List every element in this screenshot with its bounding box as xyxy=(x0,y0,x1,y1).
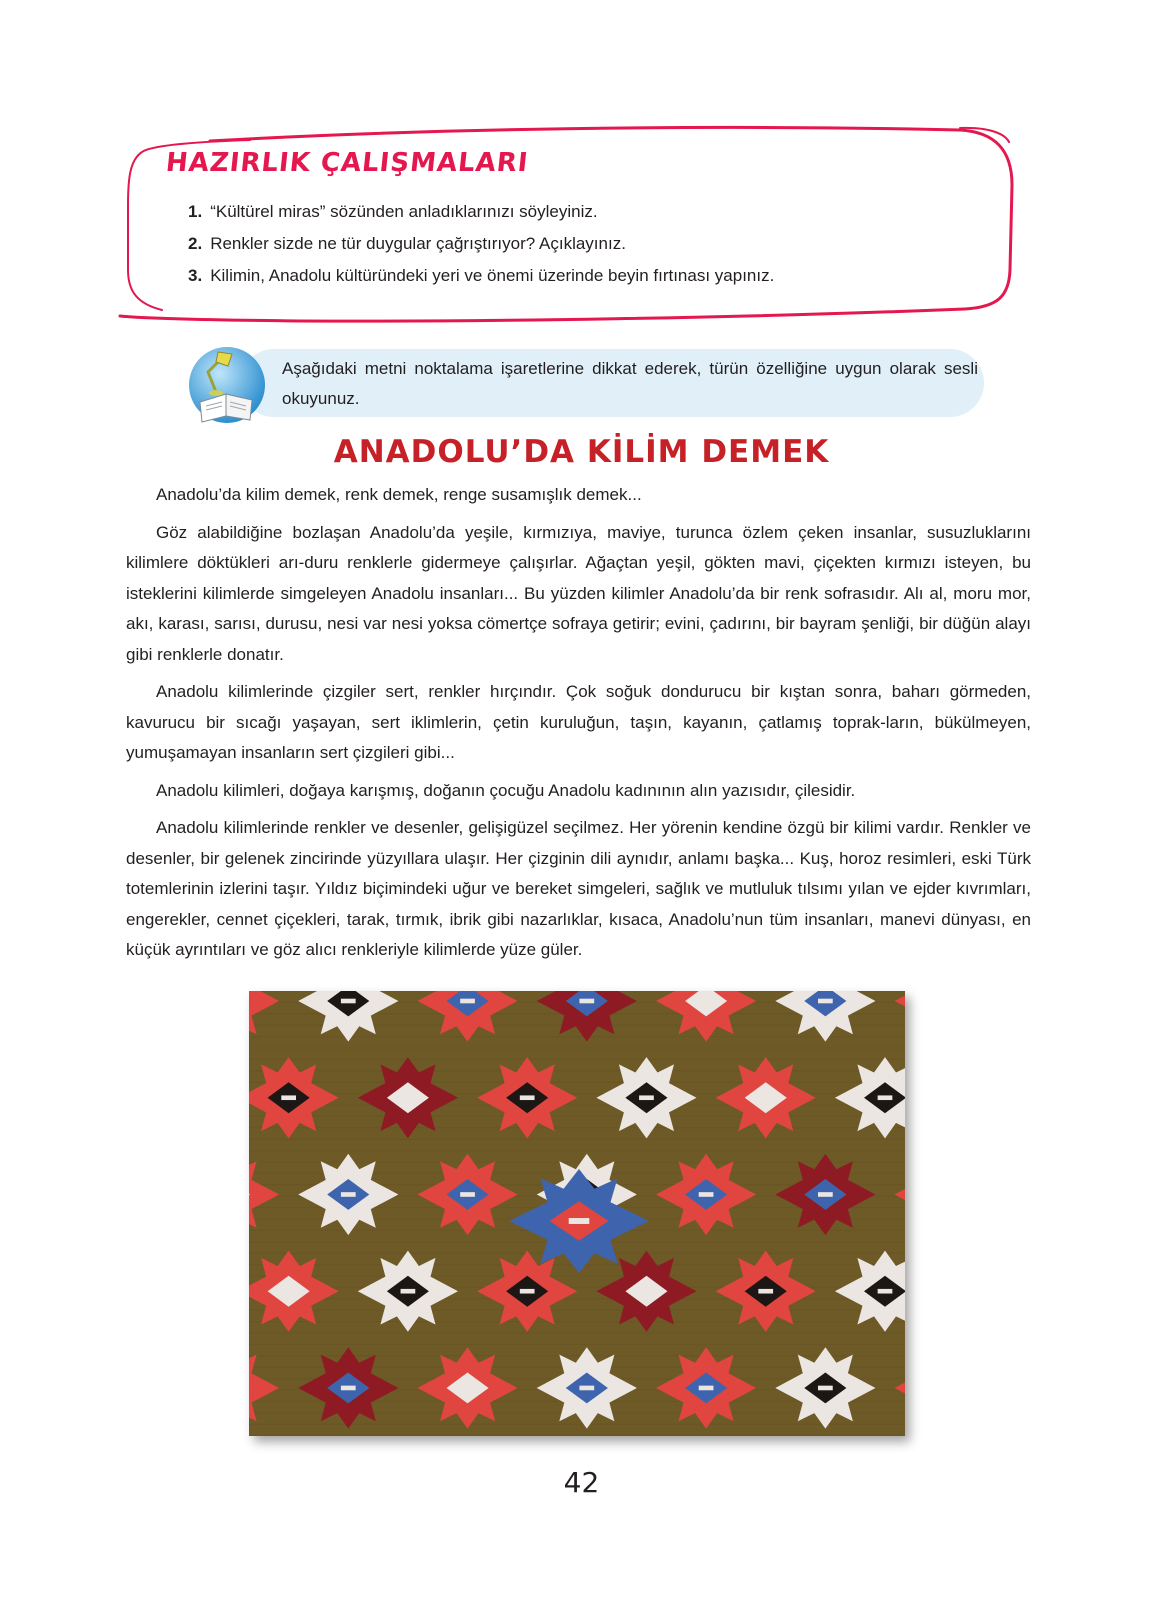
kilim-motif-hook xyxy=(460,1192,475,1197)
kilim-motif-hook xyxy=(460,999,475,1004)
preparation-item: 2. Renkler sizde ne tür duygular çağrıştırıyor? Açıklayınız. xyxy=(188,234,626,253)
story-paragraph: Anadolu’da kilim demek, renk demek, renge susamışlık demek... xyxy=(156,485,642,504)
kilim-motif-hook xyxy=(699,1386,714,1391)
story-title: ANADOLU’DA KİLİM DEMEK xyxy=(333,434,830,470)
kilim-motif-hook xyxy=(758,1095,773,1100)
kilim-motif-hook xyxy=(699,1192,714,1197)
preparation-item: 3. Kilimin, Anadolu kültüründeki yeri ve önemi üzerinde beyin fırtınası yapınız. xyxy=(188,266,775,285)
kilim-motif-hook xyxy=(341,1386,356,1391)
kilim-motif-hook xyxy=(401,1095,416,1100)
instruction-text: Aşağıdaki metni noktalama işaretlerine dikkat ederek, türün özelliğine uygun olarak sesli okuyunuz. xyxy=(282,359,978,408)
kilim-motif-hook xyxy=(520,1289,535,1294)
story-paragraph: Anadolu kilimlerinde renkler ve desenler, gelişigüzel seçilmez. Her yörenin kendine özgü bir kilimi vardır. Renkler ve desenler, bir gelenek zincirinde yüzyıllara ulaşır. Her çizginin dili aynıdır, anlamı başka... Kuş, horoz resimleri, eski Türk totemlerinin izlerini taşır. Yıldız biçimindeki uğur ve bereket simgeleri, sağlık ve mutluluk tılsımı yılan ve ejder kıvrımları, engerekler, cennet çiçekleri, tarak, tırmık, ibrik gibi nazarlıklar, kısaca, Anadolu’nun tüm insanları, manevi dünyası, en küçük ayrıntıları ve göz alıcı renkleriyle kilimlerde yüze güler. xyxy=(126,818,1031,959)
kilim-motif-hook xyxy=(818,1386,833,1391)
preparation-list xyxy=(188,196,774,292)
kilim-motif-hook xyxy=(818,1192,833,1197)
kilim-pattern xyxy=(249,991,905,1436)
story-body xyxy=(126,480,1031,973)
story-paragraph: Anadolu kilimlerinde çizgiler sert, renkler hırçındır. Çok soğuk dondurucu bir kıştan sonra, baharı görmeden, kavurucu bir sıcağı yaşayan, sert iklimlerin, çetin kuruluğun, taşın, kayanın, çatlamış toprak-ların, bükülmeyen, yumuşamayan insanların sert çizgileri gibi... xyxy=(126,682,1031,762)
kilim-motif-hook xyxy=(341,999,356,1004)
kilim-motif-hook xyxy=(878,1289,893,1294)
reading-lamp-book-icon xyxy=(186,344,268,426)
kilim-motif-hook xyxy=(818,999,833,1004)
kilim-motif-hook xyxy=(460,1386,475,1391)
story-paragraph: Anadolu kilimleri, doğaya karışmış, doğanın çocuğu Anadolu kadınının alın yazısıdır, çilesidir. xyxy=(156,780,856,800)
kilim-motif-hook xyxy=(520,1095,535,1100)
kilim-motif-hook xyxy=(341,1192,356,1197)
kilim-motif-hook xyxy=(639,1289,654,1294)
kilim-motif-hook xyxy=(579,1386,594,1391)
kilim-motif-hook xyxy=(569,1218,590,1224)
kilim-motif-hook xyxy=(281,1289,296,1294)
kilim-motif-hook xyxy=(401,1289,416,1294)
kilim-motif-hook xyxy=(579,999,594,1004)
kilim-motif-hook xyxy=(878,1095,893,1100)
kilim-motif-hook xyxy=(758,1289,773,1294)
page-number: 42 xyxy=(563,1466,600,1499)
kilim-motif-hook xyxy=(281,1095,296,1100)
kilim-motif-hook xyxy=(639,1095,654,1100)
kilim-photo xyxy=(249,991,905,1436)
preparation-title: HAZIRLIK ÇALIŞMALARI xyxy=(164,148,530,178)
kilim-motif-hook xyxy=(699,999,714,1004)
story-paragraph: Göz alabildiğine bozlaşan Anadolu’da yeşile, kırmızıya, maviye, turunca özlem çeken insanlar, susuzluklarını kilimlere döktükleri arı-duru renklerle gidermeye çalışırlar. Ağaçtan yeşil, gökten mavi, çiçekten kırmızı isteyen, bu isteklerini kilimlerde simgeleyen Anadolu insanları... Bu yüzden kilimler Anadolu’da bir renk sofrasıdır. Alı al, moru mor, akı, karası, sarısı, durusu, nesi var nesi yoksa cömertçe sofraya getirir; evini, çadırını, bir bayram şenliği, bir düğün alayı gibi renklerle donatır. xyxy=(126,522,1031,664)
preparation-item: 1. “Kültürel miras” sözünden anladıklarınızı söyleyiniz. xyxy=(188,202,598,221)
